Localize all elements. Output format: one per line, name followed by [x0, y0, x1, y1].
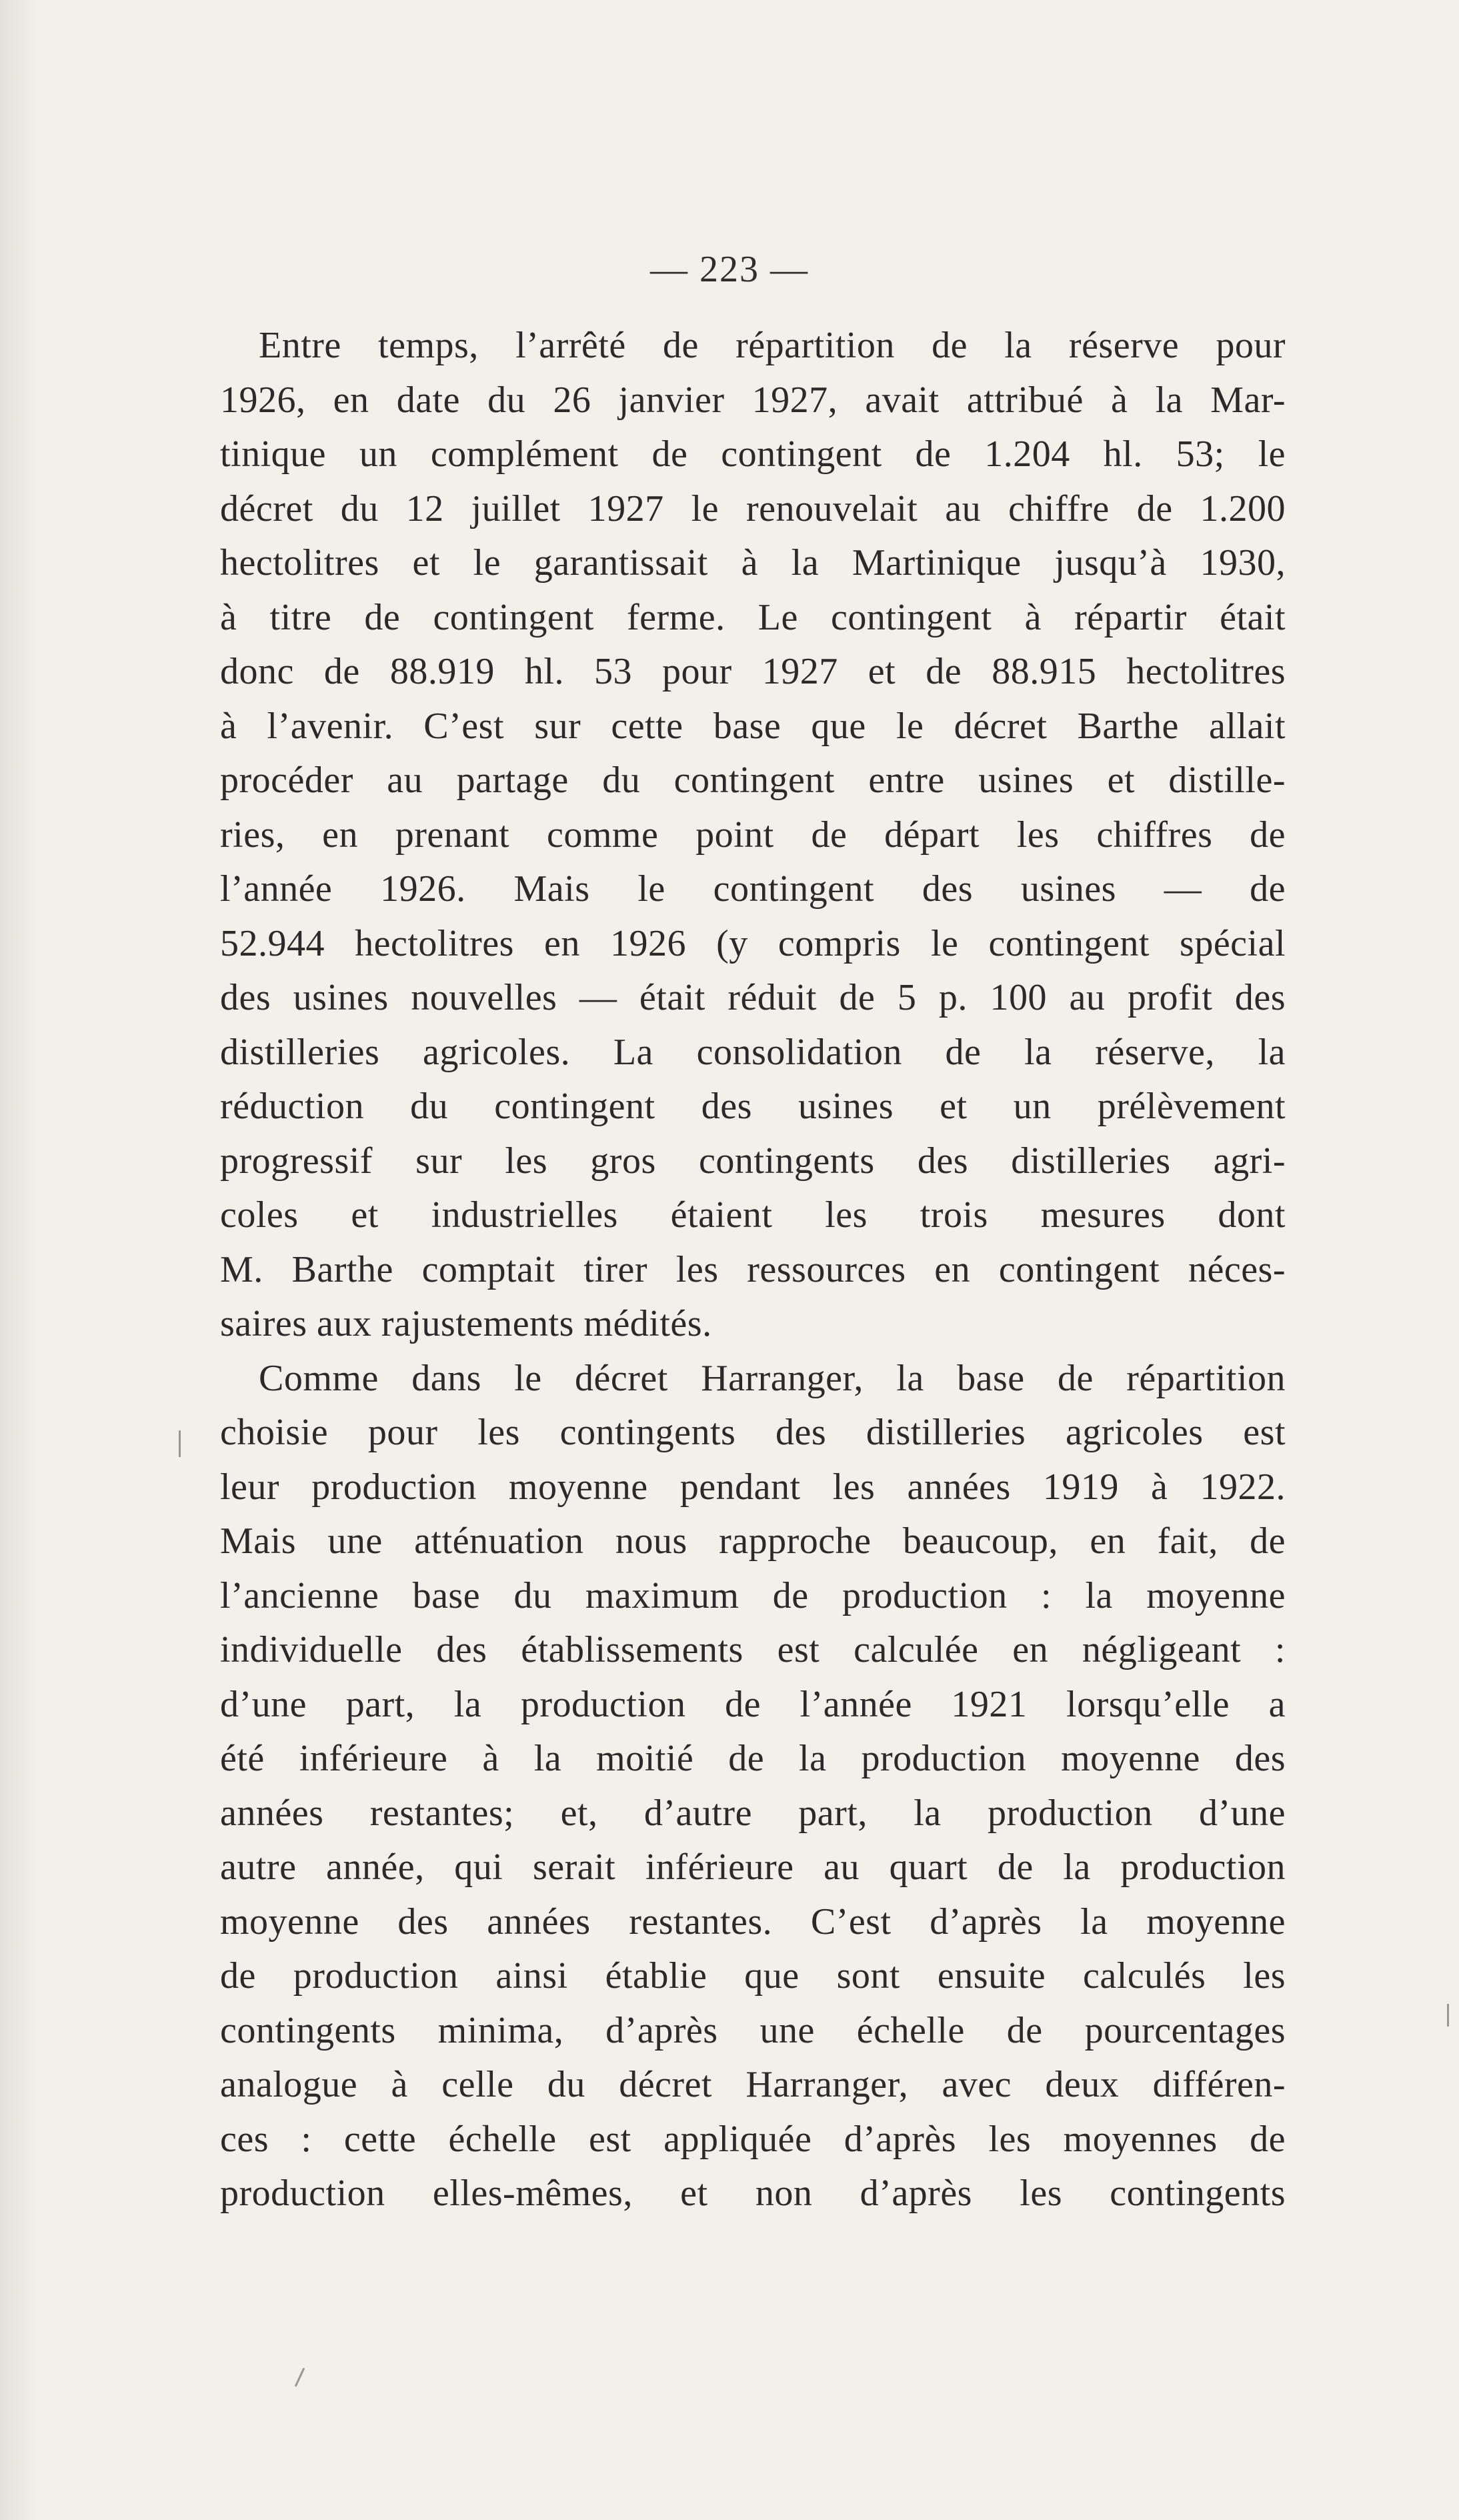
text-line: réduction du contingent des usines et un prélèvement [220, 1086, 1286, 1127]
text-line: 1926, en date du 26 janvier 1927, avait attribué à la Mar- [220, 379, 1286, 421]
text-line: moyenne des années restantes. C’est d’après la moyenne [220, 1901, 1286, 1943]
text-line: tinique un complément de contingent de 1.204 hl. 53; le [220, 433, 1286, 475]
text-line: des usines nouvelles — était réduit de 5 p. 100 au profit des [220, 977, 1286, 1018]
text-line: Comme dans le décret Harranger, la base de répartition [259, 1357, 1286, 1399]
text-line: individuelle des établissements est calculée en négligeant : [220, 1629, 1286, 1670]
text-line: de production ainsi établie que sont ensuite calculés les [220, 1955, 1286, 1997]
text-line: production elles-mêmes, et non d’après les contingents [220, 2173, 1286, 2214]
text-line: l’année 1926. Mais le contingent des usines — de [220, 868, 1286, 910]
text-line: années restantes; et, d’autre part, la production d’une [220, 1792, 1286, 1834]
text-line: saires aux rajustements médités. [220, 1303, 712, 1344]
text-line: coles et industrielles étaient les trois mesures dont [220, 1194, 1286, 1236]
text-line: 52.944 hectolitres en 1926 (y compris le contingent spécial [220, 922, 1286, 964]
text-line: ries, en prenant comme point de départ les chiffres de [220, 814, 1286, 856]
text-line: distilleries agricoles. La consolidation de la réserve, la [220, 1031, 1286, 1073]
text-line: ces : cette échelle est appliquée d’après les moyennes de [220, 2118, 1286, 2160]
text-line: Entre temps, l’arrêté de répartition de la réserve pour [259, 325, 1286, 366]
text-line: autre année, qui serait inférieure au quart de la production [220, 1846, 1286, 1888]
body-text [220, 319, 1286, 2221]
text-line: choisie pour les contingents des distilleries agricoles est [220, 1412, 1286, 1453]
scan-mark [295, 2368, 305, 2387]
text-line: à titre de contingent ferme. Le contingent à répartir était [220, 596, 1286, 638]
scan-mark [1447, 2004, 1449, 2027]
text-line: progressif sur les gros contingents des distilleries agri- [220, 1140, 1286, 1182]
page-number: — 223 — [650, 249, 809, 290]
scan-mark [179, 1430, 181, 1457]
text-line: analogue à celle du décret Harranger, avec deux différen- [220, 2064, 1286, 2105]
text-line: contingents minima, d’après une échelle de pourcentages [220, 2009, 1286, 2051]
text-line: à l’avenir. C’est sur cette base que le décret Barthe allait [220, 705, 1286, 747]
text-line: hectolitres et le garantissait à la Martinique jusqu’à 1930, [220, 542, 1286, 583]
text-line: d’une part, la production de l’année 1921 lorsqu’elle a [220, 1683, 1286, 1725]
text-line: donc de 88.919 hl. 53 pour 1927 et de 88.915 hectolitres [220, 651, 1286, 692]
text-line: l’ancienne base du maximum de production : la moyenne [220, 1574, 1286, 1616]
text-line: procéder au partage du contingent entre usines et distille- [220, 760, 1286, 801]
text-line: Mais une atténuation nous rapproche beaucoup, en fait, de [220, 1520, 1286, 1562]
text-line: été inférieure à la moitié de la production moyenne des [220, 1738, 1286, 1779]
page-left-edge [0, 0, 40, 2520]
text-line: leur production moyenne pendant les années 1919 à 1922. [220, 1466, 1286, 1508]
text-line: M. Barthe comptait tirer les ressources en contingent néces- [220, 1248, 1286, 1290]
text-line: décret du 12 juillet 1927 le renouvelait au chiffre de 1.200 [220, 487, 1286, 529]
